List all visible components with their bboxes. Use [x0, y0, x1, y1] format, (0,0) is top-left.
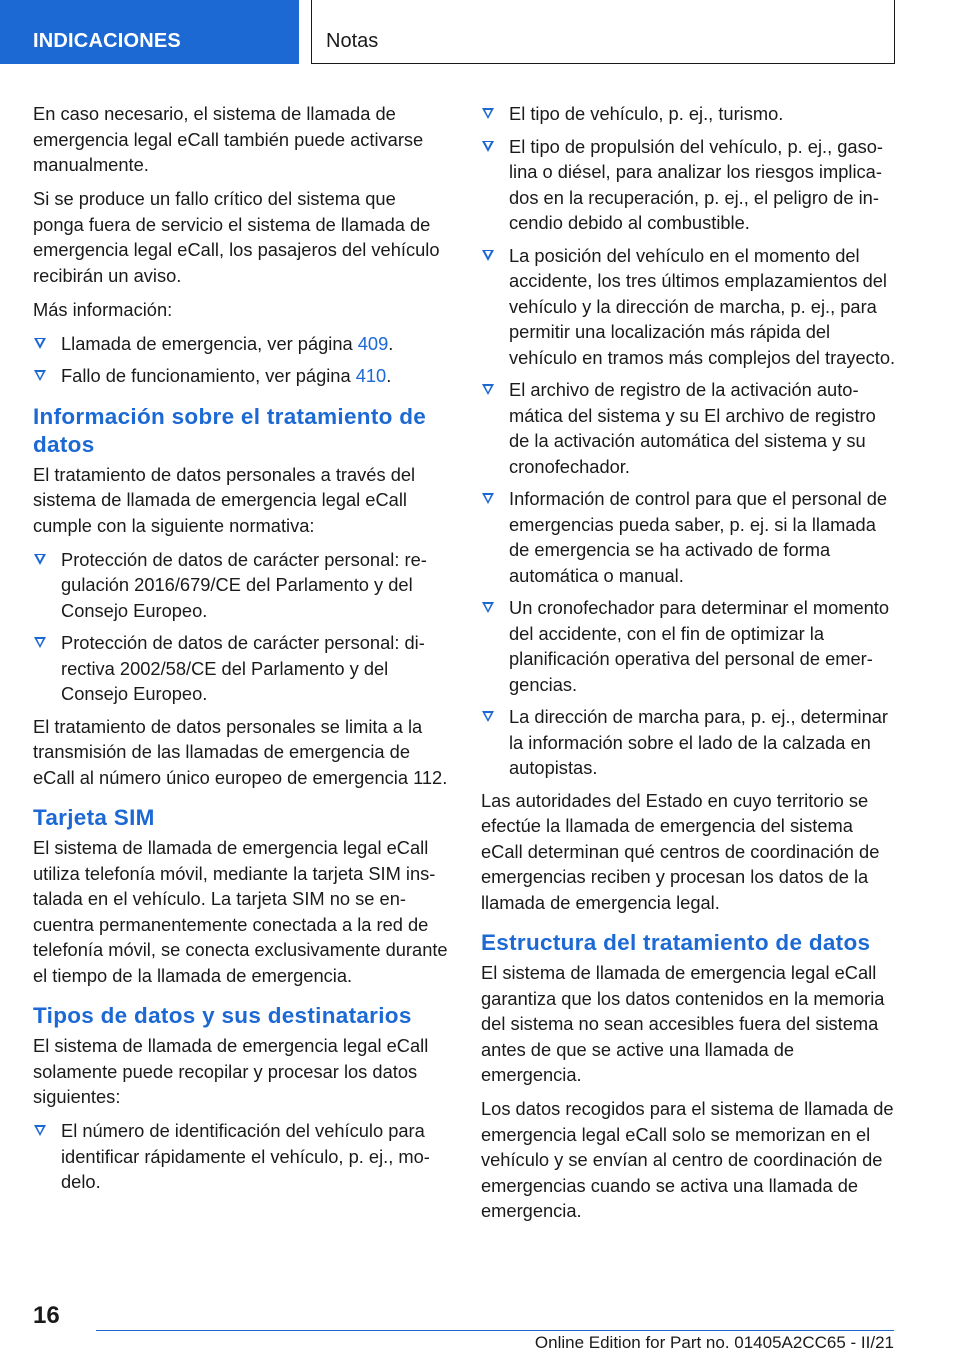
section-tab[interactable]: INDICACIONES	[0, 0, 299, 64]
list-item	[481, 595, 896, 697]
list-item	[33, 630, 448, 707]
section-heading: Tarjeta SIM	[33, 805, 155, 830]
section-heading: Información sobre el tratamiento de datos	[33, 403, 427, 457]
list-item	[481, 243, 896, 371]
list-item-text: Protección de datos de carácter personal: regulación 2016/679/CE del Parlamento y del Consejo Europeo.	[61, 548, 427, 621]
list-item	[33, 547, 448, 624]
bullet-triangle-icon	[34, 637, 46, 648]
bullet-triangle-icon	[482, 108, 494, 119]
bullet-triangle-icon	[34, 554, 46, 565]
paragraph: El tratamiento de datos personales a través del sistema de llamada de emergencia legal eCall cumple con la siguiente normativa:	[33, 463, 416, 536]
list-item-text: El número de identificación del vehículo para identificar rápidamente el vehículo, p. ej., modelo.	[61, 1120, 430, 1192]
list-item-text: El tipo de vehículo, p. ej., turismo.	[509, 103, 784, 124]
list-item-text: Información de control para que el personal de emergencias pueda saber, p. ej. si la llamada de emergencia se ha activado de forma automática o manual.	[509, 488, 888, 586]
list-item-text: Un cronofechador para determinar el momento del accidente, con el fin de optimizar la planificación operativa del personal de emergencias.	[509, 597, 890, 695]
paragraph: En caso necesario, el sistema de llamada de emergencia legal eCall también puede activarse manualmente.	[33, 103, 424, 175]
right-column	[481, 101, 896, 1232]
paragraph: Las autoridades del Estado en cuyo territorio se efectúe la llamada de emergencia del sistema eCall determinan qué centros de coordinación de emergencias reciben y procesan los datos de la llamada de emergencia legal.	[481, 789, 880, 913]
more-info-list	[33, 331, 448, 389]
list-item-text: Protección de datos de carácter personal: directiva 2002/58/CE del Parlamento y del Consejo Europeo.	[61, 632, 425, 704]
chapter-title: Notas	[311, 0, 895, 64]
bullet-triangle-icon	[482, 602, 494, 613]
regulation-list	[33, 547, 448, 707]
bullet-triangle-icon	[482, 250, 494, 261]
section-heading: Estructura del tratamiento de datos	[481, 930, 871, 955]
bullet-triangle-icon	[34, 1125, 46, 1136]
bullet-triangle-icon	[482, 384, 494, 395]
paragraph: Los datos recogidos para el sistema de llamada de emergencia legal eCall solo se memorizan en el vehículo y se envían al centro de coordinación de emergencias cuando se activa una llamada de emergencia.	[481, 1098, 894, 1221]
page-reference-link[interactable]: 410	[355, 365, 387, 386]
data-types-list	[33, 1118, 448, 1195]
bullet-triangle-icon	[482, 493, 494, 504]
list-item	[481, 134, 896, 236]
footer-edition: Online Edition for Part no. 01405A2CC65 - II/21	[534, 1333, 894, 1352]
footer-divider	[96, 1330, 894, 1331]
paragraph: Más información:	[33, 298, 173, 320]
list-item-tail: .	[386, 365, 392, 386]
page-reference-link[interactable]: 409	[357, 332, 389, 354]
list-item-text: La dirección de marcha para, p. ej., determinar la información sobre el lado de la calzada en autopistas.	[509, 706, 889, 778]
bullet-triangle-icon	[34, 370, 46, 381]
section-heading: Tipos de datos y sus destinatarios	[33, 1003, 412, 1028]
list-item-text: Llamada de emergencia, ver página	[61, 332, 358, 354]
page-number: 16	[33, 1302, 60, 1329]
paragraph: El sistema de llamada de emergencia legal eCall garantiza que los datos contenidos en la memoria del sistema no sean accesibles fuera del sistema antes de que se active una llamada de emergencia.	[481, 962, 885, 1085]
bullet-triangle-icon	[482, 141, 494, 152]
list-item-text: El archivo de registro de la activación automática del sistema y su El archivo de registro de la activación automática del sistema y su cronofechador.	[509, 379, 876, 477]
list-item	[481, 486, 896, 588]
list-item-text: Fallo de funcionamiento, ver página	[61, 365, 356, 386]
paragraph: El sistema de llamada de emergencia legal eCall utiliza telefonía móvil, mediante la tarjeta SIM instalada en el vehículo. La tarjeta SIM no se encuentra permanentemente conectada a la red de telefonía móvil, se conecta exclusivamente durante el tiempo de la llamada de emergencia.	[33, 837, 448, 986]
list-item	[33, 363, 448, 389]
bullet-triangle-icon	[482, 711, 494, 722]
bullet-triangle-icon	[34, 338, 46, 349]
list-item	[33, 331, 448, 357]
paragraph: El tratamiento de datos personales se limita a la transmisión de las llamadas de emergencia de eCall al número único europeo de emergencia 112.	[33, 715, 448, 788]
left-column	[33, 101, 448, 1202]
paragraph: Si se produce un fallo crítico del sistema que ponga fuera de servicio el sistema de llamada de emergencia legal eCall, los pasajeros del vehículo recibirán un aviso.	[33, 188, 440, 286]
list-item	[481, 704, 896, 781]
list-item-text: El tipo de propulsión del vehículo, p. ej., gasolina o diésel, para analizar los riesgos implicados en la recuperación, p. ej., el peligro de incendio debido al combustible.	[509, 135, 883, 233]
list-item	[481, 101, 896, 127]
paragraph: El sistema de llamada de emergencia legal eCall solamente puede recopilar y procesar los datos siguientes:	[33, 1035, 429, 1107]
list-item	[33, 1118, 448, 1195]
list-item	[481, 377, 896, 479]
list-item-tail: .	[388, 332, 394, 354]
list-item-text: La posición del vehículo en el momento del accidente, los tres últimos emplazamientos del vehículo y la dirección de marcha, p. ej., para permitir una localización más rápida del vehículo en tramos más complejos del trayecto.	[509, 244, 896, 368]
data-types-list-continued	[481, 101, 896, 781]
